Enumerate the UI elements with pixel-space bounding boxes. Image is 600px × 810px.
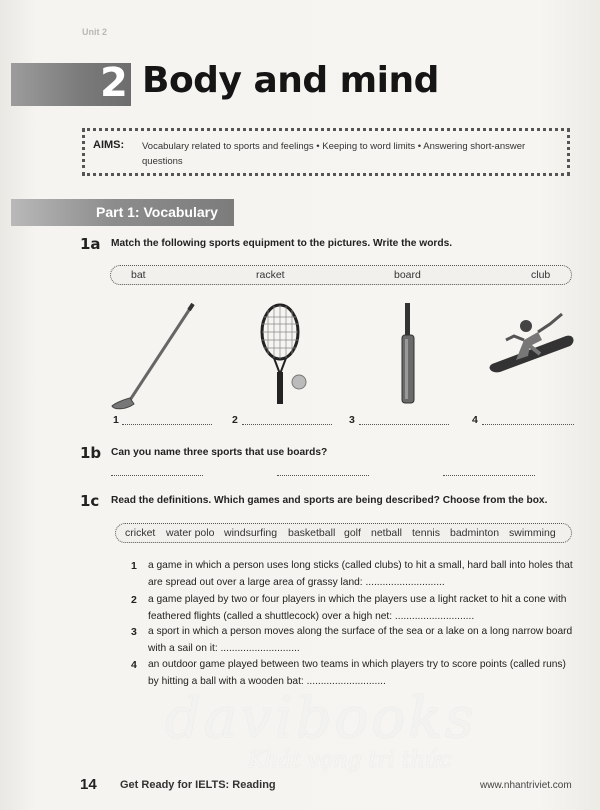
aims-label: AIMS: <box>93 139 125 151</box>
word-box-item: board <box>394 269 421 281</box>
watermark-tagline: Khát vọng tri thức <box>248 748 452 773</box>
answer-label: 2 <box>232 414 238 426</box>
definition-number: 1 <box>131 560 137 572</box>
definition-text: a game in which a person uses long sticks (called clubs) to hit a small, hard ball into holes that are spread out over a large area of grassy land: ............................ <box>148 560 573 588</box>
definition-text: an outdoor game played between two teams in which players try to score points (called runs) by hitting a ball with a wooden bat: ............................ <box>148 659 566 687</box>
word-box-item: basketball <box>288 527 336 539</box>
part-title: Part 1: Vocabulary <box>96 204 218 220</box>
snowboarder-icon <box>486 310 576 375</box>
word-box-item: netball <box>371 527 402 539</box>
word-box-item: windsurfing <box>224 527 278 539</box>
exercise-1c-instruction: Read the definitions. Which games and sports are being described? Choose from the box. <box>111 495 548 506</box>
answer-line-1b-1[interactable] <box>111 475 203 476</box>
answer-line-1[interactable] <box>122 424 212 425</box>
answer-line-2[interactable] <box>242 424 332 425</box>
word-box-item: swimming <box>509 527 556 539</box>
word-box-item: golf <box>344 527 361 539</box>
tennis-racket-icon <box>256 302 316 412</box>
aims-text: Vocabulary related to sports and feelings • Keeping to word limits • Answering short-answer questions <box>142 141 526 167</box>
word-box-item: racket <box>256 269 285 281</box>
answer-label: 4 <box>472 414 478 426</box>
word-box-item: bat <box>131 269 146 281</box>
exercise-1a-instruction: Match the following sports equipment to the pictures. Write the words. <box>111 238 453 249</box>
word-box-item: tennis <box>412 527 441 539</box>
word-box-item: badminton <box>450 527 500 539</box>
definition-text: a sport in which a person moves along the surface of the sea or a lake on a long narrow board with a sail on it: ............................ <box>148 626 573 654</box>
cricket-bat-icon <box>396 303 420 408</box>
word-box-item: cricket <box>125 527 156 539</box>
answer-line-1b-2[interactable] <box>277 475 369 476</box>
exercise-1c-number: 1c <box>80 492 100 510</box>
word-box-item: water polo <box>166 527 215 539</box>
answer-line-1b-3[interactable] <box>443 475 535 476</box>
word-box-item: club <box>531 269 551 281</box>
exercise-1a-number: 1a <box>80 235 101 253</box>
unit-number: 2 <box>100 60 128 106</box>
exercise-1b-number: 1b <box>80 444 102 462</box>
unit-title: Body and mind <box>142 60 439 101</box>
book-title: Get Ready for IELTS: Reading <box>120 779 276 791</box>
definition-number: 2 <box>131 594 137 606</box>
answer-line-3[interactable] <box>359 424 449 425</box>
unit-tag: Unit 2 <box>82 27 108 37</box>
definition-text: a game played by two or four players in which the players use a light racket to hit a cone with feathered flights (called a shuttlecock) over a high net: ............................ <box>148 594 567 622</box>
word-box-1a <box>110 265 572 285</box>
answer-label: 1 <box>113 414 119 426</box>
golf-club-icon <box>108 300 203 415</box>
publisher-website[interactable]: www.nhantriviet.com <box>480 780 572 791</box>
answer-label: 3 <box>349 414 355 426</box>
exercise-1b-instruction: Can you name three sports that use boards? <box>111 447 328 458</box>
watermark-logo: davibooks <box>165 686 477 751</box>
page-number: 14 <box>80 776 97 793</box>
definition-number: 4 <box>131 659 137 671</box>
definition-number: 3 <box>131 626 137 638</box>
answer-line-4[interactable] <box>482 424 574 425</box>
